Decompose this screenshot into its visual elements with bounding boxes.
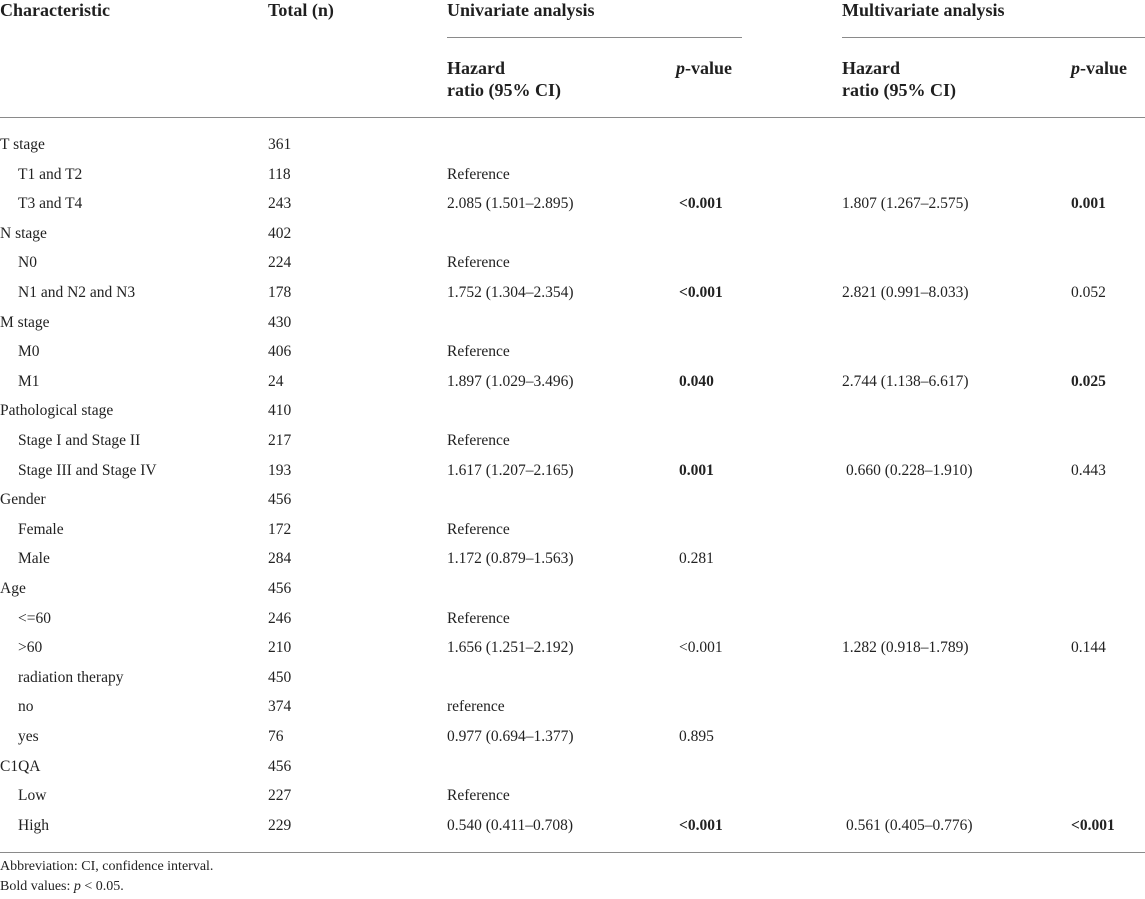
row-label: Stage I and Stage II [18, 432, 141, 449]
row-label: <=60 [18, 609, 51, 627]
row-total: 76 [268, 728, 284, 745]
row-label: Stage III and Stage IV [18, 461, 157, 479]
row-total: 456 [268, 580, 292, 597]
table-row [0, 633, 1145, 663]
row-total: 456 [268, 757, 292, 775]
row-label: Female [18, 520, 64, 538]
table-row [0, 781, 1145, 811]
table-row [0, 456, 1145, 486]
row-label: C1QA [0, 757, 41, 775]
row-uni-hazard-ratio: 0.540 (0.411–0.708) [447, 816, 573, 834]
col-header-multivariate: Multivariate analysis [842, 0, 1005, 20]
row-multi-p-value: 0.001 [1071, 195, 1106, 213]
table-row [0, 426, 1145, 456]
table-row [0, 308, 1145, 338]
row-total: 217 [268, 432, 292, 449]
row-uni-hazard-ratio: Reference [447, 343, 510, 361]
row-total: 172 [268, 520, 292, 538]
uni-p-header [676, 57, 732, 79]
footnote-abbreviation: Abbreviation: CI, confidence interval. [0, 859, 214, 874]
footnote-bold-prefix: Bold values: [0, 879, 74, 894]
row-label: Male [18, 550, 50, 568]
row-label: Low [18, 787, 47, 805]
header-bottom-rule [0, 117, 1145, 118]
row-uni-p-value: 0.001 [679, 461, 714, 479]
table-row [0, 160, 1145, 190]
footnote-bold-rest: < 0.05. [80, 879, 124, 894]
row-total: 224 [268, 254, 292, 272]
row-label: >60 [18, 639, 43, 657]
uni-p-rest: -value [685, 58, 732, 78]
row-label: T stage [0, 136, 45, 153]
table-row [0, 337, 1145, 367]
row-uni-hazard-ratio: 1.172 (0.879–1.563) [447, 550, 574, 568]
row-multi-hazard-ratio: 0.561 (0.405–0.776) [846, 816, 973, 834]
multi-p-header [1071, 57, 1127, 79]
row-multi-p-value: 0.052 [1071, 284, 1106, 301]
row-uni-p-value: <0.001 [679, 195, 723, 213]
table-row [0, 130, 1145, 160]
table-row [0, 544, 1145, 574]
row-multi-p-value: 0.443 [1071, 461, 1106, 479]
table-row [0, 811, 1145, 841]
col-header-univariate: Univariate analysis [447, 0, 595, 20]
row-uni-hazard-ratio: Reference [447, 254, 510, 272]
table-row [0, 752, 1145, 782]
row-total: 402 [268, 224, 292, 242]
row-label: no [18, 698, 34, 716]
table-row [0, 663, 1145, 693]
row-uni-hazard-ratio: 1.617 (1.207–2.165) [447, 461, 574, 479]
multivariate-rule [842, 37, 1145, 38]
row-uni-p-value: <0.001 [679, 816, 723, 834]
row-total: 361 [268, 136, 292, 153]
row-multi-hazard-ratio: 1.282 (0.918–1.789) [842, 639, 969, 657]
row-uni-hazard-ratio: 1.752 (1.304–2.354) [447, 284, 574, 301]
row-label: N1 and N2 and N3 [18, 284, 136, 301]
row-uni-hazard-ratio: Reference [447, 520, 510, 538]
row-label: Gender [0, 491, 46, 509]
multi-p-italic: p [1071, 58, 1080, 78]
row-total: 227 [268, 787, 292, 805]
row-uni-hazard-ratio: 1.897 (1.029–3.496) [447, 372, 574, 390]
row-uni-hazard-ratio: 0.977 (0.694–1.377) [447, 728, 574, 745]
row-total: 410 [268, 402, 292, 420]
row-total: 193 [268, 461, 292, 479]
footnote-bold-p: p [73, 879, 81, 894]
row-multi-hazard-ratio: 2.744 (1.138–6.617) [842, 372, 969, 390]
col-header-total: Total (n) [268, 0, 334, 20]
table-row [0, 485, 1145, 515]
row-uni-hazard-ratio: Reference [447, 787, 510, 805]
row-uni-hazard-ratio: Reference [447, 165, 510, 183]
table-row [0, 692, 1145, 722]
row-total: 229 [268, 816, 292, 834]
uni-hr-header-line2: ratio (95% CI) [447, 80, 561, 100]
table-row [0, 515, 1145, 545]
row-uni-p-value: 0.895 [679, 728, 714, 745]
row-total: 178 [268, 284, 292, 301]
row-multi-p-value: <0.001 [1071, 816, 1115, 834]
row-label: M0 [18, 343, 40, 361]
row-uni-hazard-ratio: Reference [447, 432, 510, 449]
row-uni-p-value: 0.281 [679, 550, 714, 568]
uni-hr-header-line1: Hazard [447, 58, 505, 78]
row-multi-p-value: 0.144 [1071, 639, 1106, 657]
multi-hr-header-line2: ratio (95% CI) [842, 80, 956, 100]
row-total: 118 [268, 165, 291, 183]
row-total: 284 [268, 550, 292, 568]
row-total: 456 [268, 491, 292, 509]
table-row [0, 722, 1145, 752]
univariate-rule [447, 37, 742, 38]
table-row [0, 574, 1145, 604]
row-label: T1 and T2 [18, 165, 83, 183]
table-row [0, 396, 1145, 426]
row-label: Age [0, 580, 26, 597]
row-total: 430 [268, 313, 292, 331]
row-uni-hazard-ratio: 2.085 (1.501–2.895) [447, 195, 574, 213]
table-row [0, 189, 1145, 219]
row-uni-p-value: <0.001 [679, 284, 723, 301]
table-bottom-rule [0, 852, 1145, 853]
row-uni-p-value: <0.001 [679, 639, 723, 657]
row-total: 450 [268, 668, 292, 686]
row-label: T3 and T4 [18, 195, 83, 213]
table-row [0, 604, 1145, 634]
row-uni-hazard-ratio: Reference [447, 609, 510, 627]
table-row [0, 248, 1145, 278]
row-total: 243 [268, 195, 292, 213]
row-label: N0 [18, 254, 37, 272]
row-uni-hazard-ratio: 1.656 (1.251–2.192) [447, 639, 574, 657]
multi-hr-header [842, 57, 956, 101]
row-label: M stage [0, 313, 50, 331]
row-total: 210 [268, 639, 292, 657]
table-row [0, 219, 1145, 249]
col-header-characteristic: Characteristic [0, 0, 110, 20]
footnote-bold-values [0, 879, 124, 895]
row-label: N stage [0, 224, 47, 242]
row-multi-p-value: 0.025 [1071, 372, 1106, 390]
row-label: High [18, 816, 49, 834]
table-row [0, 278, 1145, 308]
row-label: Pathological stage [0, 402, 114, 420]
table-row [0, 367, 1145, 397]
uni-p-italic: p [676, 58, 685, 78]
multi-p-rest: -value [1080, 58, 1127, 78]
row-total: 246 [268, 609, 292, 627]
row-uni-hazard-ratio: reference [447, 698, 505, 716]
row-uni-p-value: 0.040 [679, 372, 714, 390]
row-multi-hazard-ratio: 2.821 (0.991–8.033) [842, 284, 969, 301]
row-label: M1 [18, 372, 40, 390]
row-total: 24 [268, 372, 284, 390]
row-multi-hazard-ratio: 0.660 (0.228–1.910) [846, 461, 973, 479]
row-total: 374 [268, 698, 292, 716]
uni-hr-header [447, 57, 561, 101]
row-multi-hazard-ratio: 1.807 (1.267–2.575) [842, 195, 969, 213]
multi-hr-header-line1: Hazard [842, 58, 900, 78]
row-label: radiation therapy [18, 668, 124, 686]
row-total: 406 [268, 343, 292, 361]
row-label: yes [18, 728, 39, 745]
